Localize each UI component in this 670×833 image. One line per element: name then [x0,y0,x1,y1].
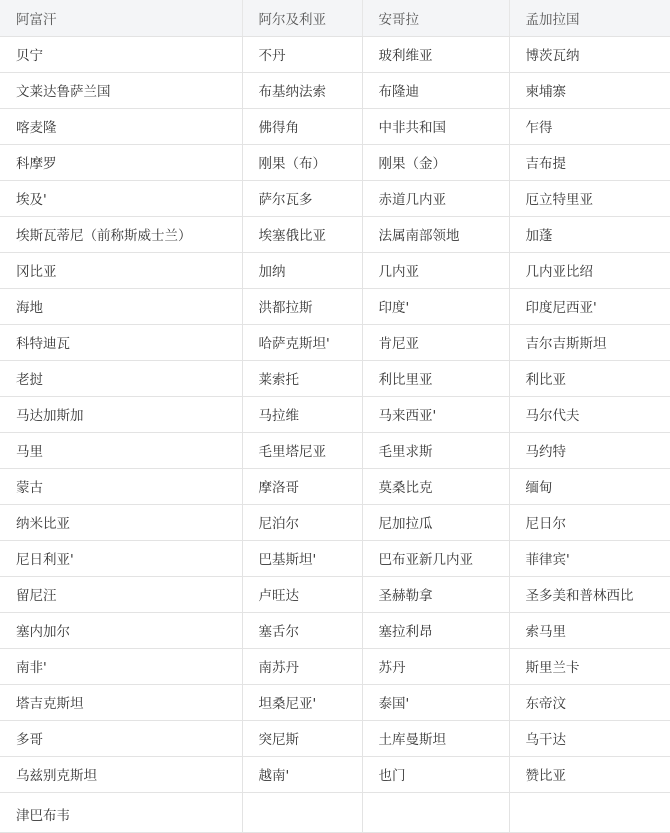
table-row [0,756,670,792]
table-cell: 冈比亚 [0,252,242,288]
table-cell: 索马里 [509,612,670,648]
table-cell: 马达加斯加 [0,396,242,432]
header-cell: 孟加拉国 [509,0,670,36]
table-cell: 老挝 [0,360,242,396]
table-cell: 埃及' [0,180,242,216]
table-cell: 圣多美和普林西比 [509,576,670,612]
table-row [0,576,670,612]
table-cell: 马里 [0,432,242,468]
table-cell: 留尼汪 [0,576,242,612]
table-cell: 摩洛哥 [242,468,362,504]
table-cell [362,792,509,832]
table-cell: 博茨瓦纳 [509,36,670,72]
table-cell: 利比里亚 [362,360,509,396]
table-cell: 尼日尔 [509,504,670,540]
table-cell: 布隆迪 [362,72,509,108]
table-cell: 圣赫勒拿 [362,576,509,612]
table-cell: 佛得角 [242,108,362,144]
table-row [0,504,670,540]
table-cell [242,792,362,832]
table-cell: 毛里求斯 [362,432,509,468]
table-cell: 土库曼斯坦 [362,720,509,756]
table-row [0,144,670,180]
table-cell: 尼加拉瓜 [362,504,509,540]
table-cell: 萨尔瓦多 [242,180,362,216]
table-cell: 东帝汶 [509,684,670,720]
table-cell: 斯里兰卡 [509,648,670,684]
table-cell: 科摩罗 [0,144,242,180]
table-cell: 突尼斯 [242,720,362,756]
table-cell: 塞内加尔 [0,612,242,648]
table-cell: 布基纳法索 [242,72,362,108]
table-cell: 印度' [362,288,509,324]
table-row [0,180,670,216]
table-cell: 赤道几内亚 [362,180,509,216]
table-cell: 马来西亚' [362,396,509,432]
table-cell: 卢旺达 [242,576,362,612]
table-row [0,648,670,684]
table-row [0,396,670,432]
header-cell: 安哥拉 [362,0,509,36]
table-row [0,612,670,648]
table-cell: 科特迪瓦 [0,324,242,360]
table-cell: 几内亚 [362,252,509,288]
table-cell: 缅甸 [509,468,670,504]
table-row [0,252,670,288]
table-row [0,108,670,144]
table-cell: 哈萨克斯坦' [242,324,362,360]
table-cell: 泰国' [362,684,509,720]
table-cell: 越南' [242,756,362,792]
table-cell: 埃塞俄比亚 [242,216,362,252]
table-cell: 马拉维 [242,396,362,432]
table-cell: 马尔代夫 [509,396,670,432]
table-cell: 莱索托 [242,360,362,396]
table-cell: 纳米比亚 [0,504,242,540]
table-row [0,324,670,360]
header-cell: 阿富汗 [0,0,242,36]
table-row [0,540,670,576]
table-cell: 中非共和国 [362,108,509,144]
table-cell: 南非' [0,648,242,684]
table-cell: 也门 [362,756,509,792]
table-cell: 塔吉克斯坦 [0,684,242,720]
table-row [0,792,670,832]
table-row [0,216,670,252]
table-cell: 贝宁 [0,36,242,72]
table-cell: 几内亚比绍 [509,252,670,288]
table-cell: 柬埔寨 [509,72,670,108]
table-cell: 海地 [0,288,242,324]
table-cell: 塞舌尔 [242,612,362,648]
table-cell: 玻利维亚 [362,36,509,72]
table-cell: 苏丹 [362,648,509,684]
table-cell: 加纳 [242,252,362,288]
header-cell: 阿尔及利亚 [242,0,362,36]
table-cell: 印度尼西亚' [509,288,670,324]
table-cell: 吉尔吉斯斯坦 [509,324,670,360]
table-cell: 加蓬 [509,216,670,252]
table-cell: 巴基斯坦' [242,540,362,576]
table-row [0,72,670,108]
table-cell: 乌干达 [509,720,670,756]
table-cell: 菲律宾' [509,540,670,576]
table-row [0,432,670,468]
table-row [0,720,670,756]
table-cell: 坦桑尼亚' [242,684,362,720]
table-cell: 赞比亚 [509,756,670,792]
table-cell: 吉布提 [509,144,670,180]
table-cell: 喀麦隆 [0,108,242,144]
table-row [0,468,670,504]
table-cell: 蒙古 [0,468,242,504]
table-cell: 厄立特里亚 [509,180,670,216]
table-cell: 不丹 [242,36,362,72]
table-cell: 毛里塔尼亚 [242,432,362,468]
table-cell: 塞拉利昂 [362,612,509,648]
table-cell: 法属南部领地 [362,216,509,252]
table-body [0,36,670,832]
header-row [0,0,670,36]
table-cell: 马约特 [509,432,670,468]
table-row [0,36,670,72]
table-row [0,684,670,720]
table-cell: 多哥 [0,720,242,756]
table-cell [509,792,670,832]
table-cell: 洪都拉斯 [242,288,362,324]
table-row [0,288,670,324]
table-cell: 刚果（金） [362,144,509,180]
table-cell: 利比亚 [509,360,670,396]
table-cell: 乌兹别克斯坦 [0,756,242,792]
table-cell: 文莱达鲁萨兰国 [0,72,242,108]
table-cell: 刚果（布） [242,144,362,180]
table-cell: 巴布亚新几内亚 [362,540,509,576]
table-cell: 莫桑比克 [362,468,509,504]
table-cell: 埃斯瓦蒂尼（前称斯威士兰） [0,216,242,252]
table-cell: 南苏丹 [242,648,362,684]
table-header [0,0,670,36]
table-cell: 乍得 [509,108,670,144]
table-row [0,360,670,396]
table-cell: 津巴布韦 [0,792,242,832]
table-cell: 肯尼亚 [362,324,509,360]
table-cell: 尼日利亚' [0,540,242,576]
table-cell: 尼泊尔 [242,504,362,540]
